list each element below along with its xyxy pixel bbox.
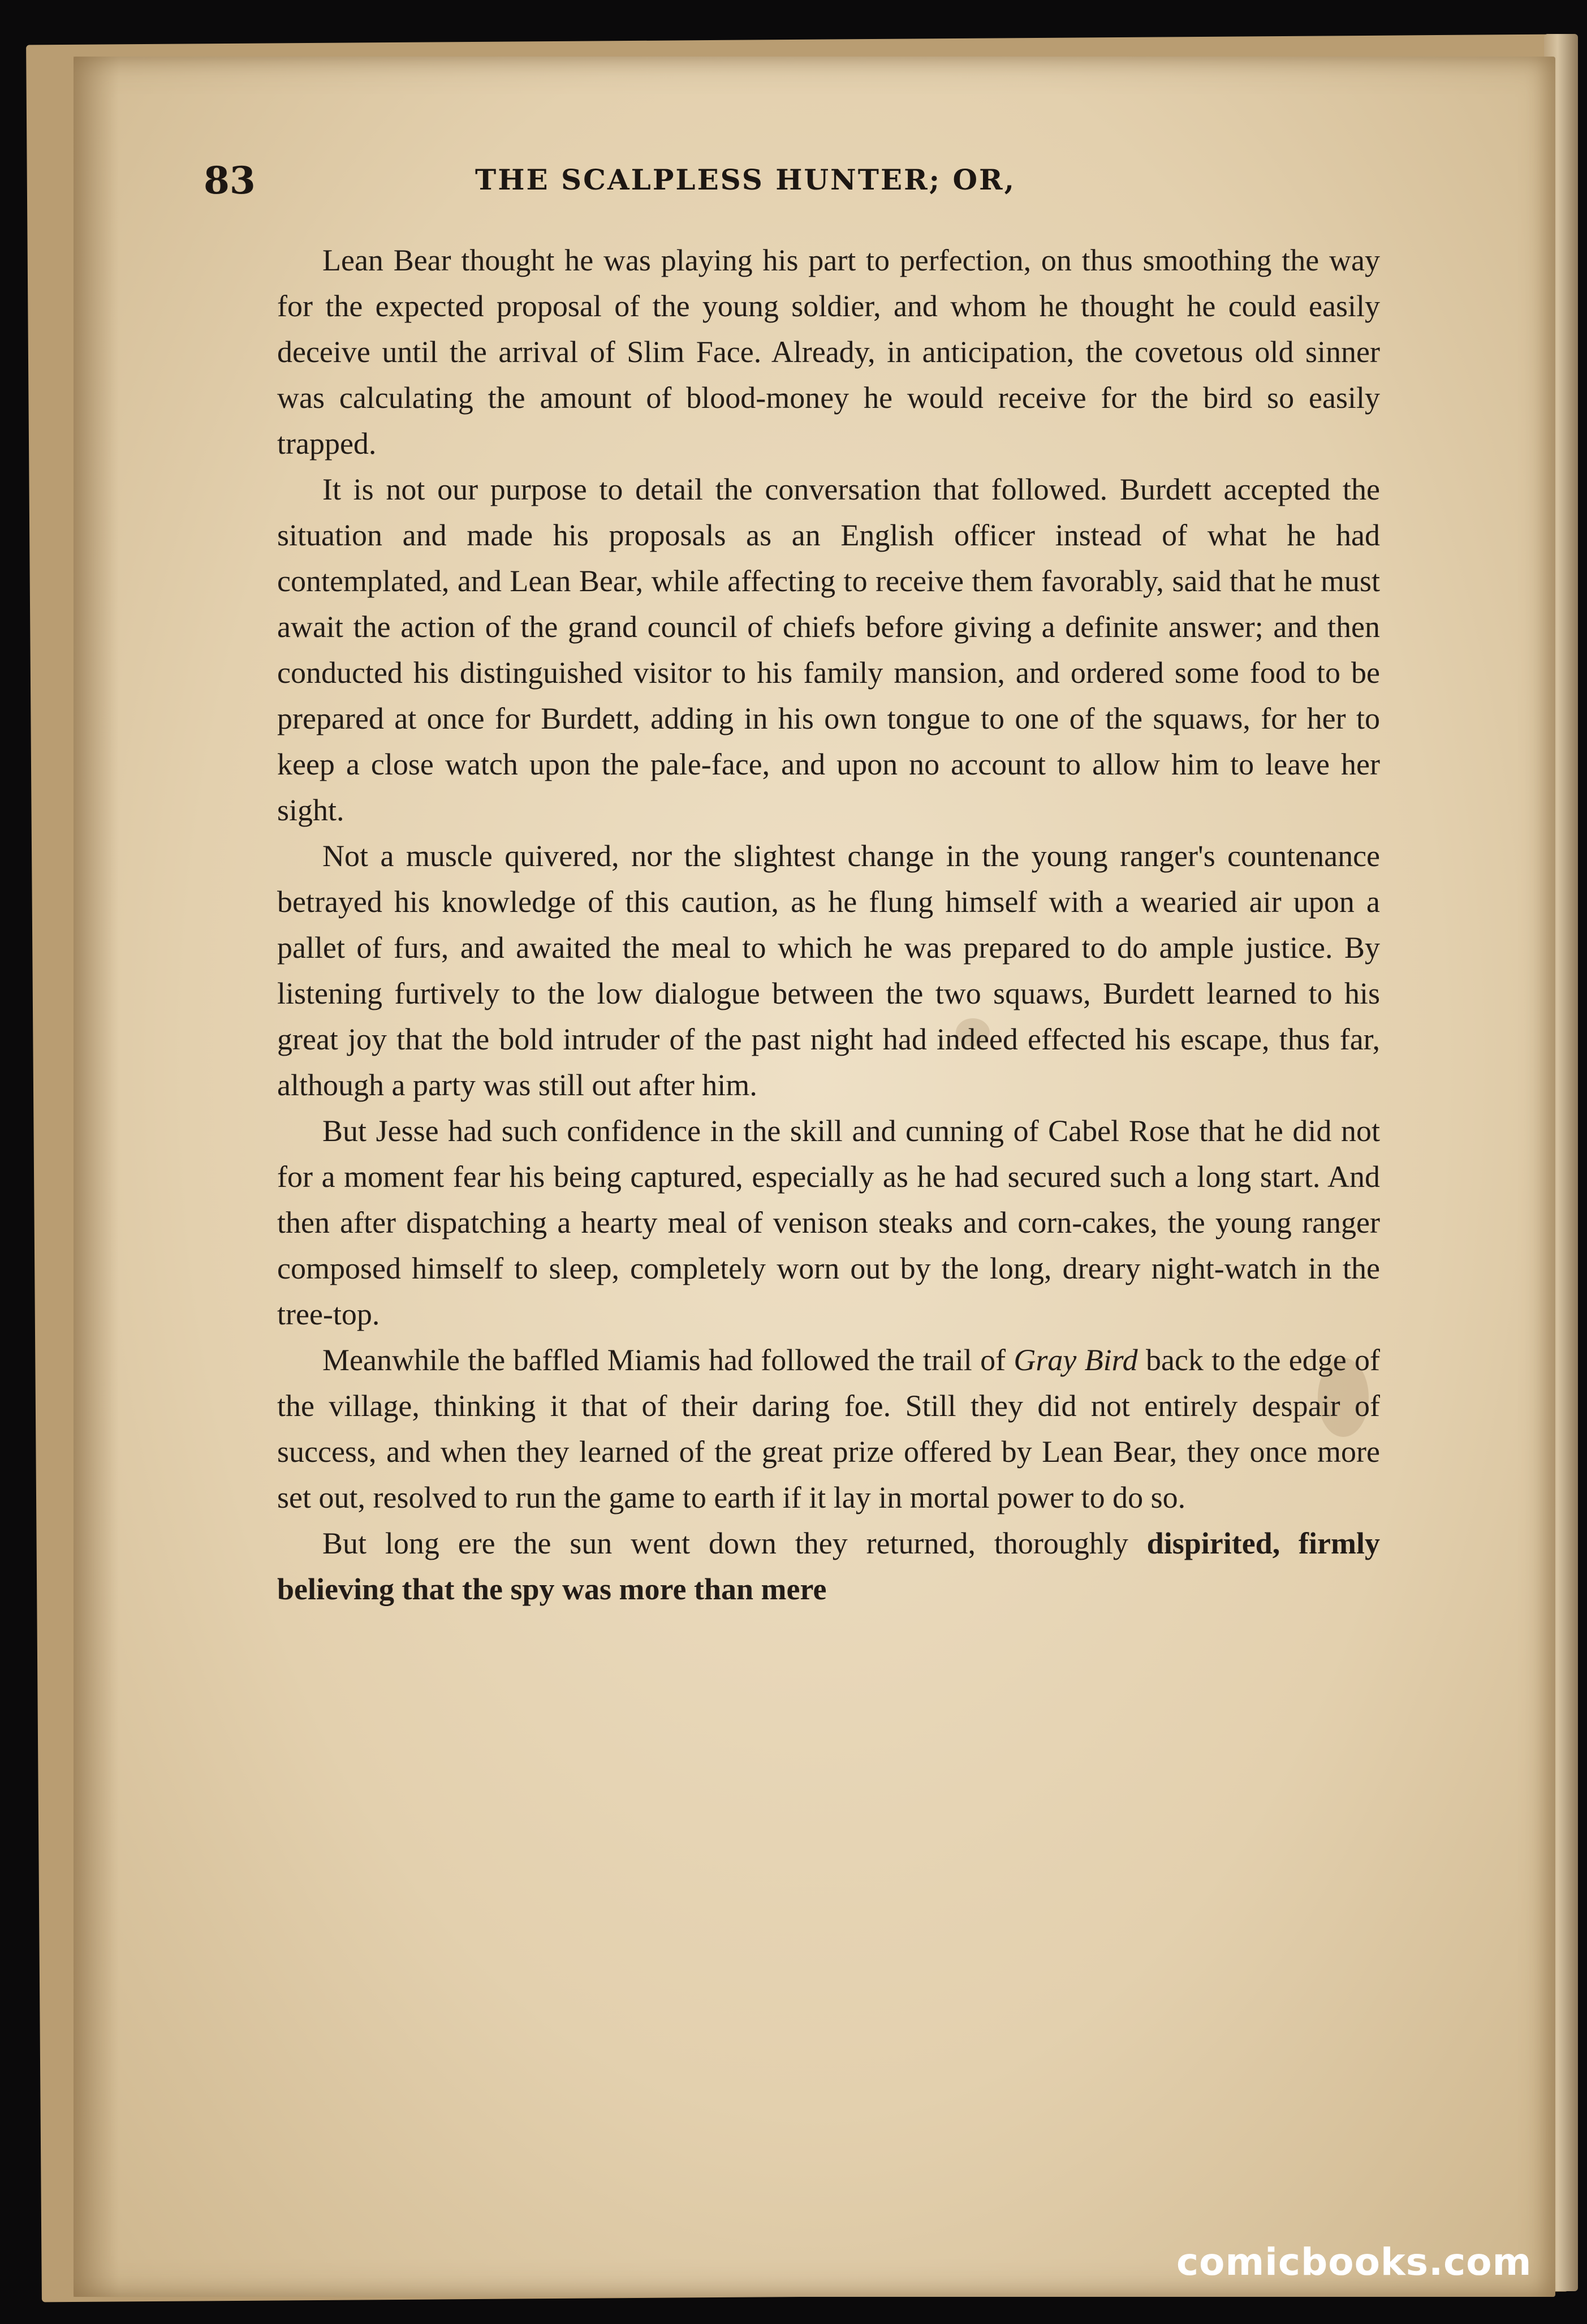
italic-name: Gray Bird bbox=[1014, 1343, 1138, 1377]
paragraph-text: But long ere the sun went down they returned, thoroughly bbox=[322, 1526, 1128, 1560]
page-gutter-shadow bbox=[74, 57, 119, 2297]
paragraph: Lean Bear thought he was playing his part to perfection, on thus smoothing the way for the expected proposal of the young soldier, and whom he thought he could easily deceive until the arrival of Slim Face. Already, in anticipation, the covetous old sinner was calculating the amount of blood-money he would receive for the bird so easily trapped. bbox=[277, 243, 1380, 461]
body-text bbox=[277, 238, 1380, 1612]
paragraph: Not a muscle quivered, nor the slightest change in the young ranger's countenance betrayed his knowledge of this caution, as he flung himself with a wearied air upon a pallet of furs, and awaited the meal to which he was prepared to do ample justice. By listening furtively to the low dialogue between the two squaws, Burdett learned to his great joy that the bold intruder of the past night had indeed effected his escape, thus far, although a party was still out after him. bbox=[277, 839, 1380, 1102]
watermark: comicbooks.com bbox=[1176, 2240, 1532, 2284]
paragraph: It is not our purpose to detail the conversation that followed. Burdett accepted the situation and made his proposals as an English officer instead of what he had contemplated, and Lean Bear, while affecting to receive them favorably, said that he must await the action of the grand council of chiefs before giving a definite answer; and then conducted his distinguished visitor to his family mansion, and ordered some food to be prepared at once for Burdett, adding in his own tongue to one of the squaws, for her to keep a close watch upon the pale-face, and upon no account to allow him to leave her sight. bbox=[277, 472, 1380, 827]
page-number: 83 bbox=[204, 158, 256, 203]
running-head-title: THE SCALPLESS HUNTER; OR, bbox=[475, 163, 1016, 196]
bold-bottom-line: dispirited, firmly believing that the spy was more than mere bbox=[277, 1526, 1380, 1606]
paragraph bbox=[277, 1521, 1380, 1612]
paragraph bbox=[277, 1337, 1380, 1521]
running-head bbox=[204, 158, 1154, 204]
paragraph-text: back to the edge of the village, thinking it that of their daring foe. Still they did not entirely despair of success, and when they learned of the great prize offered by Lean Bear, they once more set out, resolved to run the game to earth if it lay in mortal power to do so. bbox=[277, 1343, 1380, 1514]
paragraph-text: Meanwhile the baffled Miamis had followed the trail of bbox=[322, 1343, 1014, 1377]
paragraph: But Jesse had such confidence in the skill and cunning of Cabel Rose that he did not for a moment fear his being captured, especially as he had secured such a long start. And then after dispatching a hearty meal of venison steaks and corn-cakes, the young ranger composed himself to sleep, completely worn out by the long, dreary night-watch in the tree-top. bbox=[277, 1114, 1380, 1331]
